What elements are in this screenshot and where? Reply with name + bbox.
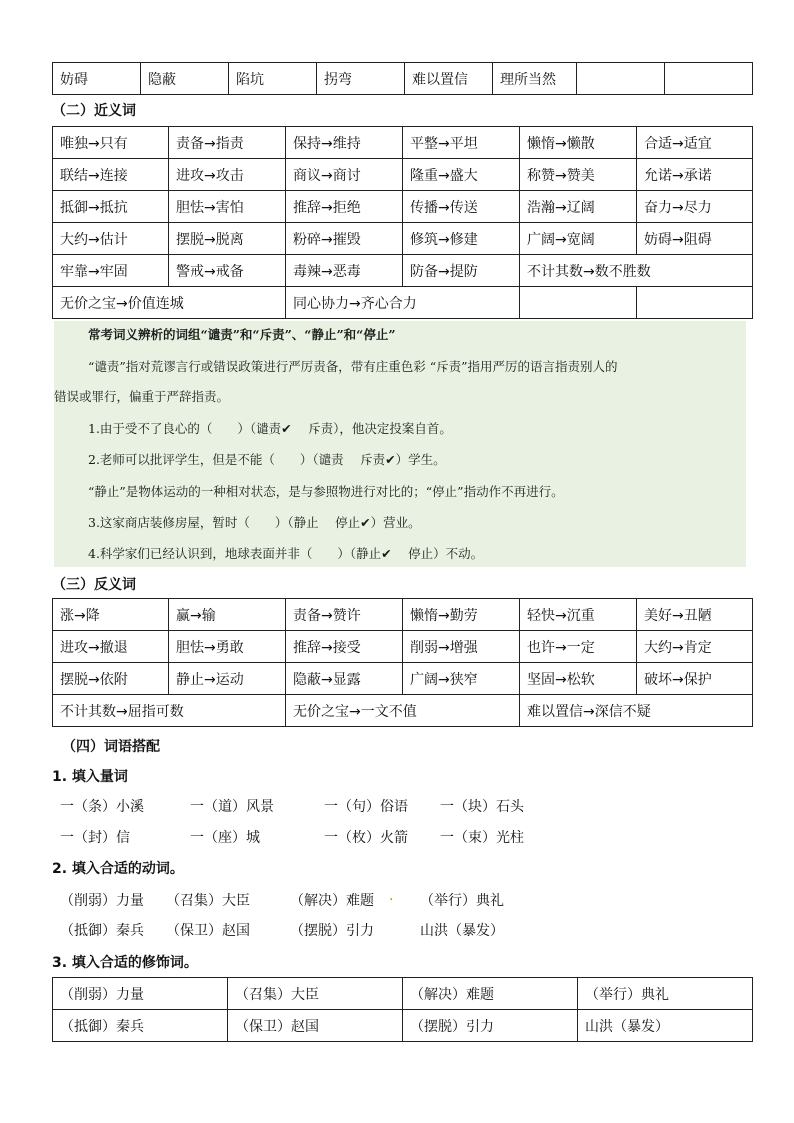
table-cell: 妨碍→阻碍: [637, 223, 753, 255]
modifiers-table: [52, 977, 753, 1042]
table-cell: 无价之宝→一文不值: [286, 695, 520, 727]
table-cell: 懒惰→勤劳: [403, 599, 520, 631]
table-cell: 大约→估计: [53, 223, 169, 255]
antonyms-heading: （三）反义词: [52, 577, 136, 593]
measure-item: 一（封）信: [60, 830, 130, 846]
table-cell: 无价之宝→价值连城: [53, 287, 286, 319]
table-cell: 粉碎→摧毁: [286, 223, 403, 255]
verb-item: 山洪（暴发）: [420, 923, 504, 939]
table-cell: 唯独→只有: [53, 127, 169, 159]
table-cell: 牢靠→牢固: [53, 255, 169, 287]
table-cell: 陷坑: [229, 63, 317, 95]
synonyms-heading: （二）近义词: [52, 103, 136, 119]
table-cell: 妨碍: [53, 63, 141, 95]
table-cell: 奋力→尽力: [637, 191, 753, 223]
measure-item: 一（句）俗语: [324, 799, 408, 815]
table-cell: 不计其数→数不胜数: [520, 255, 753, 287]
antonyms-table: [52, 598, 753, 727]
analysis-question-1: 1.由于受不了良心的（ ）（谴责✔ 斥责），他决定投案自首。: [88, 421, 452, 436]
table-cell: 称赞→赞美: [520, 159, 637, 191]
table-cell: （保卫）赵国: [228, 1010, 403, 1042]
modifiers-subheading: 3. 填入合适的修饰词。: [52, 955, 198, 971]
table-cell: 责备→指责: [169, 127, 286, 159]
table-row: [53, 1010, 753, 1042]
table-cell: [665, 63, 753, 95]
table-row: [53, 63, 753, 95]
measure-item: 一（束）光柱: [440, 830, 524, 846]
verb-item: （抵御）秦兵: [60, 923, 144, 939]
table-cell: 涨→降: [53, 599, 169, 631]
table-row: [53, 599, 753, 631]
table-cell: 也许→一定: [520, 631, 637, 663]
table-cell: 削弱→增强: [403, 631, 520, 663]
table-cell: （召集）大臣: [228, 978, 403, 1010]
table-cell: 平整→平坦: [403, 127, 520, 159]
table-cell: （举行）典礼: [578, 978, 753, 1010]
table-cell: 联结→连接: [53, 159, 169, 191]
table-cell: 保持→维持: [286, 127, 403, 159]
table-row: [53, 191, 753, 223]
analysis-paragraph-line: “谴责”指对荒谬言行或错误政策进行严厉责备，带有庄重色彩 “斥责”指用严厉的语言指责别人的: [88, 359, 618, 374]
table-cell: 轻快→沉重: [520, 599, 637, 631]
analysis-paragraph-2: “静止”是物体运动的一种相对状态，是与参照物进行对比的；“停止”指动作不再进行。: [88, 484, 564, 499]
verb-item: （解决）难题: [290, 893, 374, 909]
table-cell: 难以置信→深信不疑: [520, 695, 753, 727]
verb-item: （摆脱）引力: [290, 923, 374, 939]
verbs-subheading: 2. 填入合适的动词。: [52, 861, 184, 877]
table-cell: 隆重→盛大: [403, 159, 520, 191]
table-cell: 浩瀚→辽阔: [520, 191, 637, 223]
table-cell: 懒惰→懒散: [520, 127, 637, 159]
table-cell: 胆怯→勇敢: [169, 631, 286, 663]
table-cell: 隐蔽: [141, 63, 229, 95]
analysis-question-3: 3.这家商店装修房屋，暂时（ ）（静止 停止✔）营业。: [88, 515, 421, 530]
table-cell: 进攻→撤退: [53, 631, 169, 663]
word-analysis-box: [54, 321, 746, 567]
table-cell: （削弱）力量: [53, 978, 228, 1010]
measure-item: 一（块）石头: [440, 799, 524, 815]
table-cell: 同心协力→齐心合力: [286, 287, 520, 319]
table-cell: 推辞→拒绝: [286, 191, 403, 223]
table-row: [53, 223, 753, 255]
table-cell: 坚固→松软: [520, 663, 637, 695]
analysis-question-2: 2.老师可以批评学生，但是不能（ ）（谴责 斥责✔）学生。: [88, 452, 446, 467]
table-cell: 传播→传送: [403, 191, 520, 223]
verb-item: （保卫）赵国: [166, 923, 250, 939]
table-cell: 大约→肯定: [637, 631, 753, 663]
verb-item: （举行）典礼: [420, 893, 504, 909]
verb-item: （削弱）力量: [60, 893, 144, 909]
table-cell: 广阔→宽阔: [520, 223, 637, 255]
table-cell: 难以置信: [405, 63, 493, 95]
table-cell: 警戒→戒备: [169, 255, 286, 287]
table-cell: 破坏→保护: [637, 663, 753, 695]
table-cell: 防备→提防: [403, 255, 520, 287]
table-row: [53, 631, 753, 663]
table-cell: [520, 287, 637, 319]
table-cell: 修筑→修建: [403, 223, 520, 255]
table-cell: 摆脱→依附: [53, 663, 169, 695]
table-cell: 隐蔽→显露: [286, 663, 403, 695]
table-row: [53, 978, 753, 1010]
table-row: [53, 159, 753, 191]
verb-item: （召集）大臣: [166, 893, 250, 909]
table-cell: 责备→赞许: [286, 599, 403, 631]
table-row: [53, 695, 753, 727]
table-cell: 毒辣→恶毒: [286, 255, 403, 287]
synonyms-table: [52, 126, 753, 319]
analysis-question-4: 4.科学家们已经认识到，地球表面并非（ ）（静止✔ 停止）不动。: [88, 546, 484, 561]
table-cell: 允诺→承诺: [637, 159, 753, 191]
measure-item: 一（座）城: [190, 830, 260, 846]
table-cell: 摆脱→脱离: [169, 223, 286, 255]
table-row: [53, 255, 753, 287]
top-word-table: [52, 62, 753, 95]
table-cell: 商议→商讨: [286, 159, 403, 191]
measure-item: 一（道）风景: [190, 799, 274, 815]
table-cell: 山洪（暴发）: [578, 1010, 753, 1042]
table-row: [53, 127, 753, 159]
table-cell: 抵御→抵抗: [53, 191, 169, 223]
table-cell: （解决）难题: [403, 978, 578, 1010]
table-cell: [637, 287, 753, 319]
table-cell: （摆脱）引力: [403, 1010, 578, 1042]
table-cell: 不计其数→屈指可数: [53, 695, 286, 727]
table-cell: 拐弯: [317, 63, 405, 95]
measure-words-subheading: 1. 填入量词: [52, 769, 128, 785]
table-cell: （抵御）秦兵: [53, 1010, 228, 1042]
measure-item: 一（条）小溪: [60, 799, 144, 815]
table-cell: 推辞→接受: [286, 631, 403, 663]
table-cell: 静止→运动: [169, 663, 286, 695]
table-cell: [577, 63, 665, 95]
measure-item: 一（枚）火箭: [324, 830, 408, 846]
stray-dot-mark: .: [389, 888, 394, 904]
analysis-paragraph-line: 错误或罪行，偏重于严辞指责。: [54, 389, 230, 404]
table-row: [53, 663, 753, 695]
table-cell: 进攻→攻击: [169, 159, 286, 191]
collocation-heading: （四）词语搭配: [62, 739, 160, 755]
table-cell: 胆怯→害怕: [169, 191, 286, 223]
table-cell: 广阔→狭窄: [403, 663, 520, 695]
table-cell: 美好→丑陋: [637, 599, 753, 631]
table-cell: 合适→适宜: [637, 127, 753, 159]
table-cell: 理所当然: [493, 63, 577, 95]
analysis-title: 常考词义辨析的词组“谴责”和“斥责”、“静止”和“停止”: [88, 327, 396, 342]
table-row: [53, 287, 753, 319]
table-cell: 赢→输: [169, 599, 286, 631]
